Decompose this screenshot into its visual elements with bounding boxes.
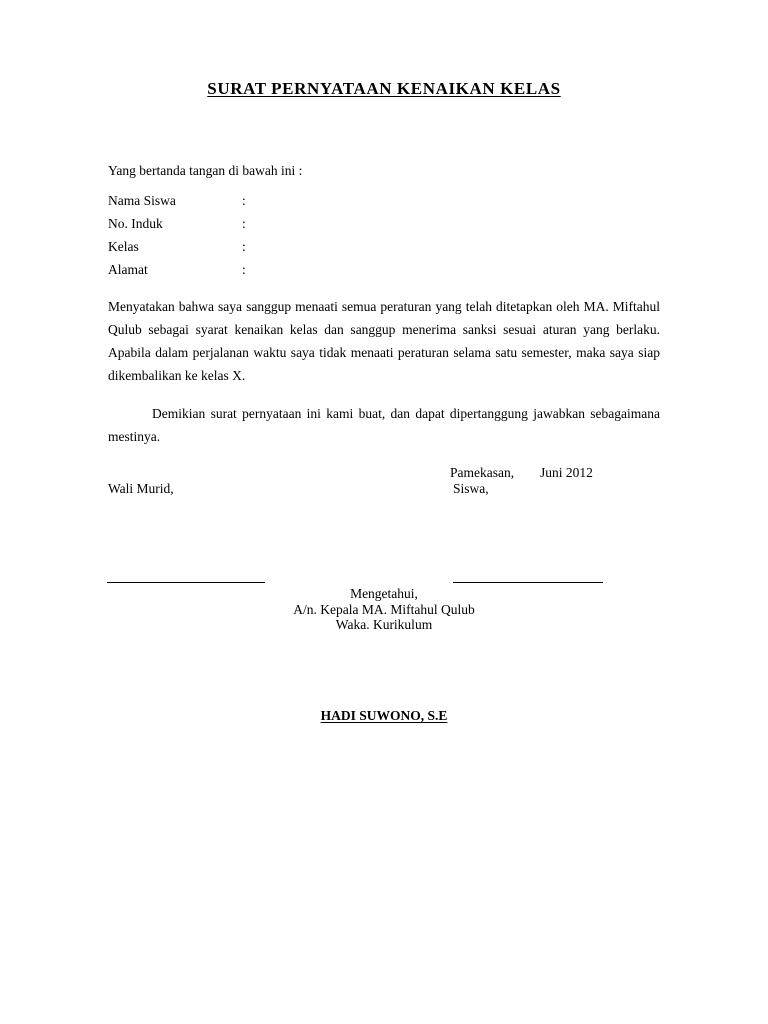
- acknowledger-role: A/n. Kepala MA. Miftahul Qulub: [293, 602, 475, 617]
- statement-paragraph: Menyatakan bahwa saya sanggup menaati semua peraturan yang telah ditetapkan oleh MA. Miftahul Qulub sebagai syarat kenaikan kelas dan sanggup menerima sanksi sesuai aturan yang berlaku. Apabila dalam perjalanan waktu saya tidak menaati peraturan selama satu semester, maka saya siap dikembalikan ke kelas X.: [108, 299, 660, 383]
- date-text: Juni 2012: [540, 465, 593, 480]
- field-label-nama-siswa: Nama Siswa: [108, 193, 176, 208]
- field-colon: :: [242, 216, 246, 231]
- field-label-no-induk: No. Induk: [108, 216, 163, 231]
- field-colon: :: [242, 262, 246, 277]
- left-signature-line: [107, 582, 265, 583]
- signer-name: HADI SUWONO, S.E: [320, 708, 448, 723]
- field-label-alamat: Alamat: [108, 262, 148, 277]
- right-signatory-label: Siswa,: [453, 481, 489, 496]
- intro-text: Yang bertanda tangan di bawah ini :: [108, 163, 303, 178]
- acknowledged-label: Mengetahui,: [350, 586, 418, 601]
- right-signature-line: [453, 582, 603, 583]
- document-title: SURAT PERNYATAAN KENAIKAN KELAS: [207, 79, 561, 98]
- left-signatory-label: Wali Murid,: [108, 481, 174, 496]
- acknowledger-title: Waka. Kurikulum: [335, 617, 433, 632]
- signer-name-block: [0, 709, 768, 723]
- field-colon: :: [242, 239, 246, 254]
- place-text: Pamekasan,: [450, 465, 515, 480]
- field-colon: :: [242, 193, 246, 208]
- closing-paragraph: Demikian surat pernyataan ini kami buat, dan dapat dipertanggung jawabkan sebagaimana mestinya.: [108, 406, 660, 444]
- field-label-kelas: Kelas: [108, 239, 139, 254]
